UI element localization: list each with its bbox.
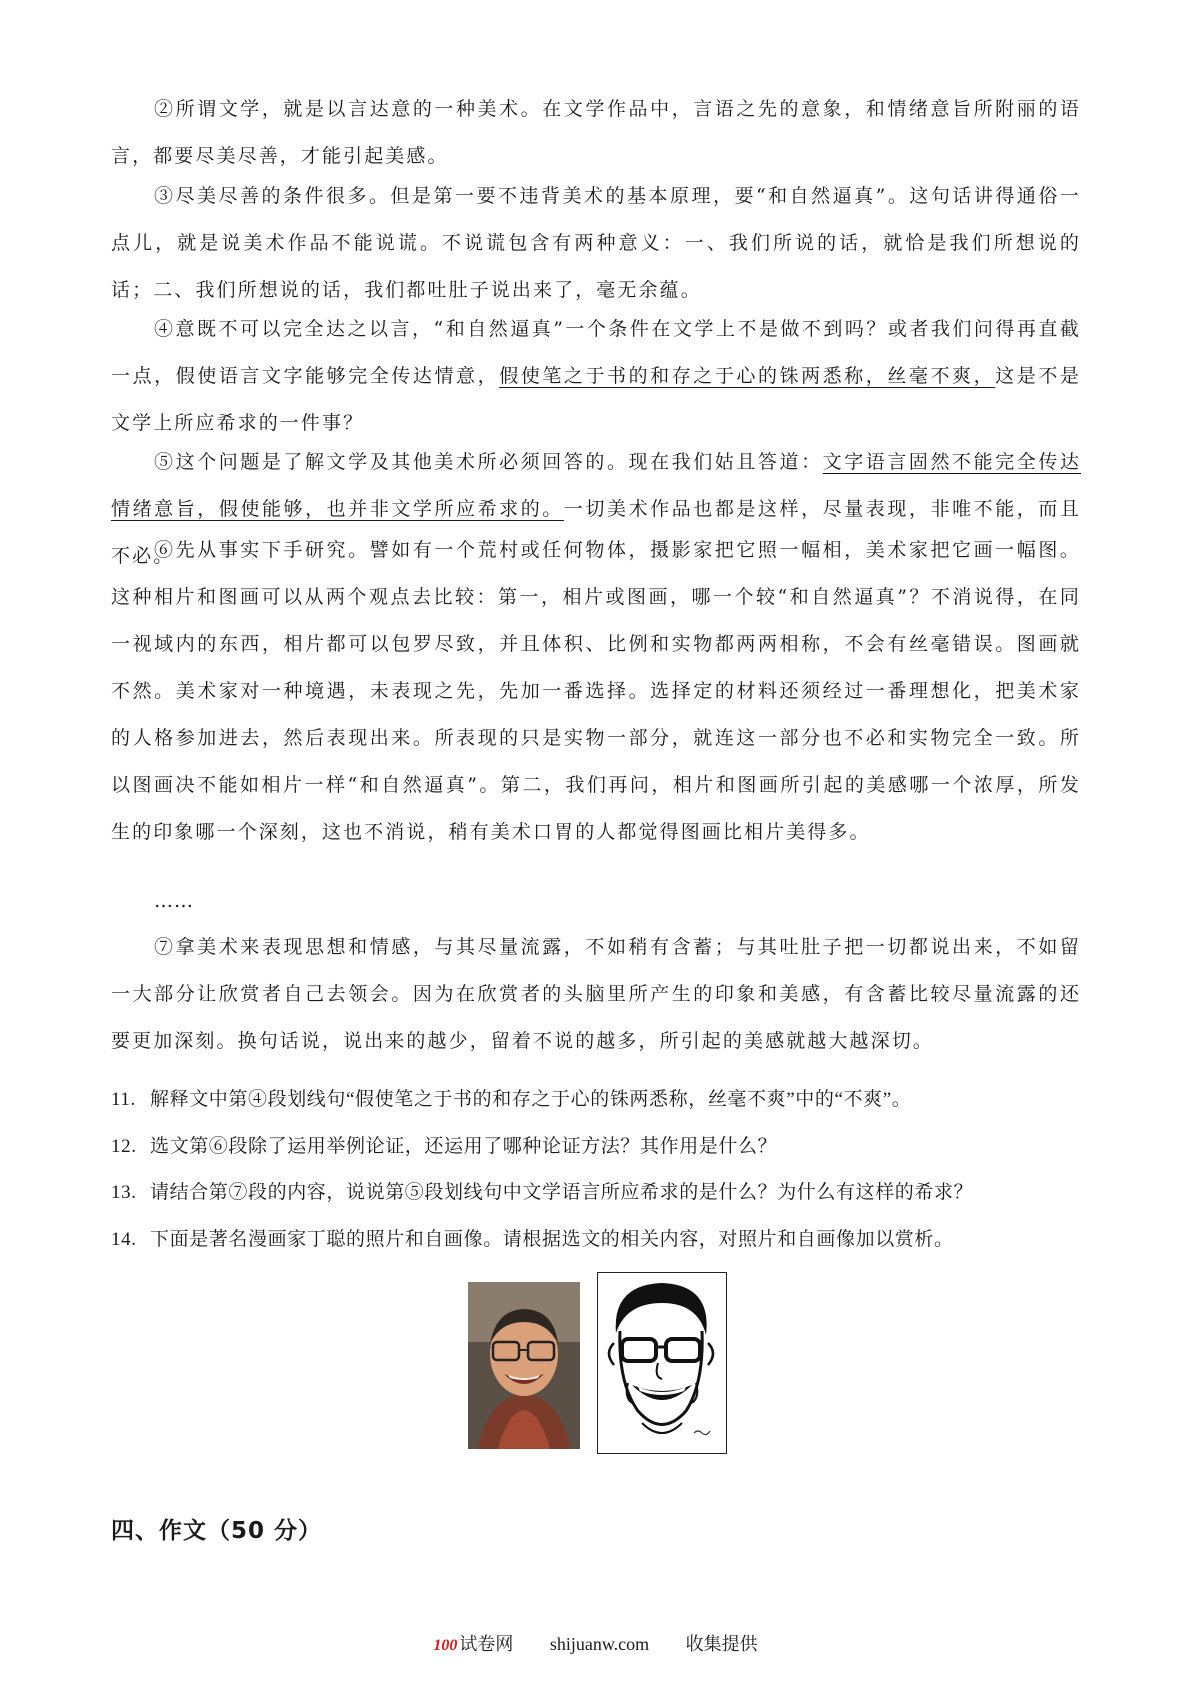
footer: [0, 1630, 1191, 1656]
paragraph-5: ⑤这个问题是了解文学及其他美术所必须回答的。现在我们姑且答道：文字语言固然不能完全传达情绪意旨，假使能够，也并非文学所应希求的。一切美术作品也都是这样，尽量表现，非唯不能，而且不必。: [111, 451, 1081, 567]
underlined-sentence-4: 假使笔之于书的和存之于心的铢两悉称，丝毫不爽，: [499, 365, 996, 387]
footer-site-name: 试卷网: [459, 1634, 514, 1654]
caricature-drawing-icon: [598, 1273, 725, 1452]
portrait-photo-icon: [468, 1282, 580, 1449]
ellipsis: ……: [154, 890, 194, 912]
question-14: 14. 下面是著名漫画家丁聪的照片和自画像。请根据选文的相关内容，对照片和自画像加以赏析。: [111, 1229, 954, 1250]
portrait-photo: [468, 1282, 580, 1449]
section-title-composition: 四、作文（50 分）: [111, 1518, 323, 1544]
footer-url[interactable]: shijuanw.com: [549, 1634, 650, 1654]
paragraph-6: ⑥先从事实下手研究。譬如有一个荒村或任何物体，摄影家把它照一幅相，美术家把它画一幅图。这种相片和图画可以从两个观点去比较：第一，相片或图画，哪一个较“和自然逼真”？不消说得，在同一视域内的东西，相片都可以包罗尽致，并且体积、比例和实物都两两相称，不会有丝毫错误。图画就不然。美术家对一种境遇，未表现之先，先加一番选择。选择定的材料还须经过一番理想化，把美术家的人格参加进去，然后表现出来。所表现的只是实物一部分，就连这一部分也不必和实物完全一致。所以图画决不能如相片一样“和自然逼真”。第二，我们再问，相片和图画所引起的美感哪一个浓厚，所发生的印象哪一个深刻，这也不消说，稍有美术口胃的人都觉得图画比相片美得多。: [111, 539, 1081, 843]
self-portrait-caricature: [597, 1272, 727, 1454]
paragraph-3: ③尽美尽善的条件很多。但是第一要不违背美术的基本原理，要“和自然逼真”。这句话讲得通俗一点儿，就是说美术作品不能说谎。不说谎包含有两种意义：一、我们所说的话，就恰是我们所想说的话；二、我们所想说的话，我们都吐肚子说出来了，毫无余蕴。: [111, 185, 1081, 301]
question-13: 13. 请结合第⑦段的内容，说说第⑤段划线句中文学语言所应希求的是什么？为什么有这样的希求？: [111, 1182, 974, 1203]
underlined-sentence-5: 文字语言固然不能完全传达情绪意旨，假使能够，也并非文学所应希求的。: [111, 451, 1081, 520]
question-12: 12. 选文第⑥段除了运用举例论证，还运用了哪种论证方法？其作用是什么？: [111, 1136, 778, 1157]
paragraph-2: ②所谓文学，就是以言达意的一种美术。在文学作品中，言语之先的意象，和情绪意旨所附丽的语言，都要尽美尽善，才能引起美感。: [111, 98, 1081, 167]
paragraph-4: ④意既不可以完全达之以言，“和自然逼真”一个条件在文学上不是做不到吗？或者我们问得再直截一点，假使语言文字能够完全传达情意，假使笔之于书的和存之于心的铢两悉称，丝毫不爽，这是不是文学上所应希求的一件事？: [111, 318, 1081, 434]
footer-note: 收集提供: [685, 1634, 758, 1654]
paragraph-7: ⑦拿美术来表现思想和情感，与其尽量流露，不如稍有含蓄；与其吐肚子把一切都说出来，不如留一大部分让欣赏者自己去领会。因为在欣赏者的头脑里所产生的印象和美感，有含蓄比较尽量流露的还要更加深刻。换句话说，说出来的越少，留着不说的越多，所引起的美感就越大越深切。: [111, 936, 1081, 1052]
question-11: 11. 解释文中第④段划线句“假使笔之于书的和存之于心的铢两悉称，丝毫不爽”中的“不爽”。: [111, 1089, 912, 1110]
site-logo: 100: [433, 1637, 458, 1654]
